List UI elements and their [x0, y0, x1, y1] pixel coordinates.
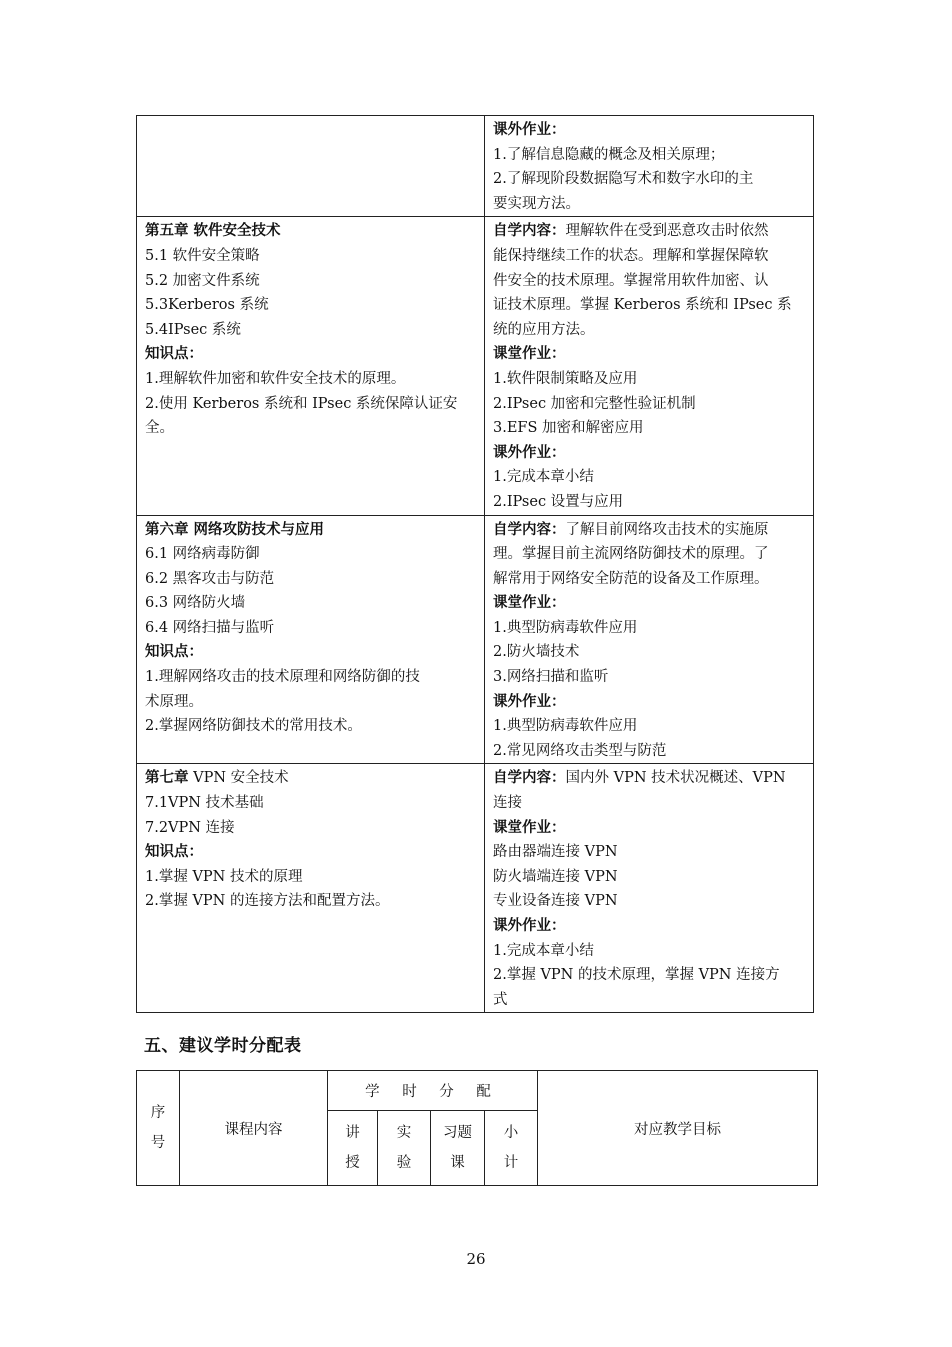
line-text: 5.4IPsec 系统 [145, 321, 241, 338]
text-line [493, 791, 805, 816]
line-text: 专业设备连接 VPN [493, 893, 618, 910]
text-line [493, 567, 805, 592]
text-line [493, 739, 805, 764]
line-text: 理解软件在受到恶意攻击时依然 [565, 223, 769, 240]
text-line [493, 988, 805, 1013]
text-line [145, 865, 476, 890]
text-line [493, 690, 805, 715]
sub-bottom: 验 [396, 1155, 412, 1171]
text-line [145, 244, 476, 269]
seq-header [137, 1071, 180, 1186]
text-line [493, 963, 805, 988]
text-line [493, 392, 805, 417]
line-text: 1.典型防病毒软件应用 [493, 718, 638, 735]
chapter-cell [137, 764, 485, 1013]
line-text: 2.IPsec 加密和完整性验证机制 [493, 395, 696, 412]
text-line [493, 465, 805, 490]
line-text: 国内外 VPN 技术状况概述、VPN [565, 770, 786, 787]
assignment-cell [485, 515, 814, 764]
text-line [493, 192, 805, 217]
text-line [493, 118, 805, 143]
line-text: 全。 [145, 420, 174, 437]
bold-label: 知识点： [145, 643, 203, 661]
line-text: 了解目前网络攻击技术的实施原 [565, 521, 769, 538]
bold-label: 课堂作业： [493, 818, 566, 836]
text-line [145, 567, 476, 592]
content-header: 课程内容 [180, 1071, 328, 1186]
table-row [137, 217, 814, 515]
text-line [145, 591, 476, 616]
hours-group-header [328, 1071, 538, 1111]
table-row [137, 116, 814, 217]
line-text: 1.理解软件加密和软件安全技术的原理。 [145, 370, 406, 387]
sub-bottom: 授 [345, 1155, 360, 1171]
text-line [493, 714, 805, 739]
line-text: 2.掌握 VPN 的连接方法和配置方法。 [145, 893, 390, 910]
text-line [145, 791, 476, 816]
text-line [493, 441, 805, 466]
bold-label: 课堂作业： [493, 345, 566, 363]
line-text: 式 [493, 991, 508, 1008]
syllabus-table [136, 115, 814, 1013]
text-line [493, 269, 805, 294]
section-title: 五、建议学时分配表 [144, 1036, 302, 1056]
allocation-table [136, 1070, 818, 1186]
bold-label: 自学内容： [493, 520, 566, 538]
text-line [145, 269, 476, 294]
line-text: 件安全的技术原理。掌握常用软件加密、认 [493, 272, 769, 289]
bold-label: 自学内容： [493, 222, 566, 240]
text-line [145, 714, 476, 739]
sub-bottom: 课 [450, 1155, 465, 1171]
text-line [145, 367, 476, 392]
text-line [493, 865, 805, 890]
bold-label: 课外作业： [493, 443, 566, 461]
line-text: 解常用于网络安全防范的设备及工作原理。 [493, 570, 769, 587]
line-text: 2.掌握网络防御技术的常用技术。 [145, 718, 362, 735]
text-line [145, 690, 476, 715]
bold-label: 第五章 软件安全技术 [145, 222, 281, 240]
text-line [493, 816, 805, 841]
text-line [493, 490, 805, 515]
lab-header [378, 1111, 431, 1186]
line-text: 6.2 黑客攻击与防范 [145, 570, 275, 587]
line-text: 路由器端连接 VPN [493, 844, 618, 861]
line-text: 1.软件限制策略及应用 [493, 370, 638, 387]
line-text: 理。掌握目前主流网络防御技术的原理。了 [493, 546, 769, 563]
sub-top: 实 [396, 1125, 412, 1141]
text-line [493, 939, 805, 964]
text-line [493, 840, 805, 865]
lecture-header [328, 1111, 378, 1186]
text-line [493, 293, 805, 318]
chapter-cell [137, 515, 485, 764]
text-line [493, 591, 805, 616]
line-text: 5.3Kerberos 系统 [145, 297, 269, 314]
text-line [493, 318, 805, 343]
text-line [493, 367, 805, 392]
text-line [145, 840, 476, 865]
assignment-cell [485, 217, 814, 515]
sub-top: 讲 [345, 1125, 360, 1141]
text-line [145, 816, 476, 841]
chapter-cell [137, 217, 485, 515]
line-text: 2.常见网络攻击类型与防范 [493, 742, 667, 759]
text-line [145, 318, 476, 343]
line-text: 2.IPsec 设置与应用 [493, 493, 624, 510]
line-text: 5.1 软件安全策略 [145, 247, 260, 264]
text-line [493, 219, 805, 244]
text-line [145, 293, 476, 318]
hours-group-label: 学 时 分 配 [365, 1084, 500, 1100]
text-line [493, 640, 805, 665]
text-line [493, 518, 805, 543]
line-text: 7.2VPN 连接 [145, 819, 235, 836]
line-text: 5.2 加密文件系统 [145, 272, 260, 289]
goal-header: 对应教学目标 [538, 1071, 818, 1186]
line-text: 1.完成本章小结 [493, 469, 594, 486]
bold-label: 第七章 [145, 769, 189, 787]
table-row [137, 515, 814, 764]
seq-header-bottom: 号 [150, 1135, 166, 1151]
bold-label: 课外作业： [493, 692, 566, 710]
table-row [137, 764, 814, 1013]
line-text: 2.使用 Kerberos 系统和 IPsec 系统保障认证安 [145, 395, 458, 412]
bold-label: 知识点： [145, 843, 203, 861]
bold-label: 自学内容： [493, 769, 566, 787]
page-number: 26 [466, 1250, 486, 1268]
line-text: 6.1 网络病毒防御 [145, 546, 260, 563]
text-line [145, 889, 476, 914]
line-text: 2.防火墙技术 [493, 644, 580, 661]
bold-label: 课堂作业： [493, 594, 566, 612]
line-text: 1.了解信息隐藏的概念及相关原理； [493, 146, 725, 163]
sub-bottom: 计 [503, 1155, 519, 1171]
line-text: 2.了解现阶段数据隐写术和数字水印的主 [493, 171, 754, 188]
sub-top: 习题 [443, 1125, 472, 1141]
line-text: 2.掌握 VPN 的技术原理，掌握 VPN 连接方 [493, 967, 780, 984]
line-text: 证技术原理。掌握 Kerberos 系统和 IPsec 系 [493, 297, 792, 314]
line-text: 6.3 网络防火墙 [145, 595, 246, 612]
text-line [145, 219, 476, 244]
subtotal-header [485, 1111, 538, 1186]
line-text: 3.EFS 加密和解密应用 [493, 420, 644, 437]
line-text: 统的应用方法。 [493, 321, 595, 338]
text-line [145, 640, 476, 665]
line-text: 防火墙端连接 VPN [493, 868, 618, 885]
text-line [145, 416, 476, 441]
text-line [145, 518, 476, 543]
line-text: 6.4 网络扫描与监听 [145, 619, 275, 636]
line-text: 1.理解网络攻击的技术原理和网络防御的技 [145, 669, 420, 686]
text-line [493, 542, 805, 567]
text-line [493, 766, 805, 791]
text-line [493, 342, 805, 367]
text-line [145, 766, 476, 791]
line-text: 3.网络扫描和监听 [493, 669, 609, 686]
text-line [493, 665, 805, 690]
bold-label: 第六章 网络攻防技术与应用 [145, 520, 325, 538]
text-line [493, 616, 805, 641]
assignment-cell [485, 116, 814, 217]
text-line [493, 143, 805, 168]
text-line [493, 416, 805, 441]
exercise-header [431, 1111, 485, 1186]
line-text: 连接 [493, 795, 522, 812]
text-line [145, 616, 476, 641]
bold-label: 课外作业： [493, 917, 566, 934]
line-text: VPN 安全技术 [188, 770, 289, 787]
text-line [493, 167, 805, 192]
bold-label: 课外作业： [493, 121, 566, 138]
line-text: 1.掌握 VPN 技术的原理 [145, 868, 303, 885]
text-line [493, 914, 805, 939]
sub-top: 小 [503, 1125, 519, 1141]
assignment-cell [485, 764, 814, 1013]
bold-label: 知识点： [145, 345, 203, 363]
text-line [493, 889, 805, 914]
line-text: 能保持继续工作的状态。理解和掌握保障软 [493, 247, 769, 264]
line-text: 术原理。 [145, 693, 203, 710]
text-line [145, 342, 476, 367]
text-line [145, 542, 476, 567]
line-text: 1.完成本章小结 [493, 942, 594, 959]
seq-header-top: 序 [150, 1105, 166, 1121]
line-text: 7.1VPN 技术基础 [145, 795, 264, 812]
text-line [145, 665, 476, 690]
text-line [145, 392, 476, 417]
line-text: 1.典型防病毒软件应用 [493, 619, 638, 636]
line-text: 要实现方法。 [493, 195, 580, 212]
chapter-cell [137, 116, 485, 217]
text-line [493, 244, 805, 269]
